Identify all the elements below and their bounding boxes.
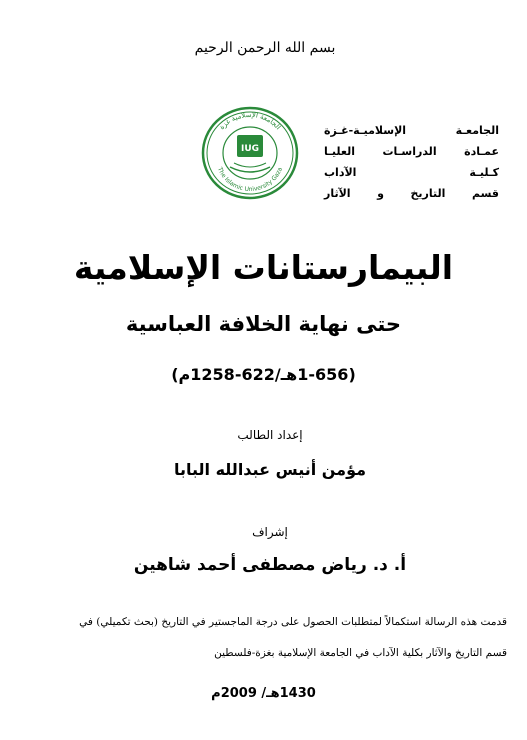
faculty-name: كـليـة الآداب bbox=[324, 166, 499, 179]
university-seal-icon bbox=[200, 105, 300, 201]
seal-emblem-text: IUG bbox=[240, 144, 260, 154]
thesis-subtitle: حتى نهاية الخلافة العباسية bbox=[125, 312, 402, 336]
seal-english-ring-text: The Islamic University Gaza bbox=[216, 166, 284, 194]
basmala: بسم الله الرحمن الرحيم bbox=[194, 40, 336, 56]
student-label: إعداد الطالب bbox=[237, 428, 303, 442]
deanship-name: عمـادة الدراسـات العليـا bbox=[324, 145, 499, 158]
supervisor-name: أ. د. رياض مصطفى أحمد شاهين bbox=[133, 555, 407, 575]
department-name: قسم التاريخ و الآثار bbox=[324, 187, 499, 200]
thesis-title: البيمارستانات الإسلامية bbox=[73, 248, 454, 287]
statement-line-1: قدمت هذه الرسالة استكمالاً لمتطلبات الحصول على درجة الماجستير في التاريخ (بحث تكميلي) في bbox=[79, 616, 507, 628]
seal-arabic-ring-text: الجامعة الإسلامية غزة bbox=[217, 110, 283, 132]
supervisor-label: إشراف bbox=[252, 525, 288, 539]
submission-year: 1430هـ/ 2009م bbox=[211, 686, 316, 701]
thesis-dates: (1-656هـ/622-1258م) bbox=[171, 365, 356, 384]
university-name: الجامعـة الإسلاميـة-غـزة bbox=[324, 124, 499, 137]
student-name: مؤمن أنيس عبدالله البابا bbox=[173, 460, 367, 479]
seal-graphic bbox=[200, 105, 300, 201]
statement-line-2: قسم التاريخ والآثار بكلية الآداب في الجامعة الإسلامية بغزة-فلسطين bbox=[214, 647, 507, 659]
